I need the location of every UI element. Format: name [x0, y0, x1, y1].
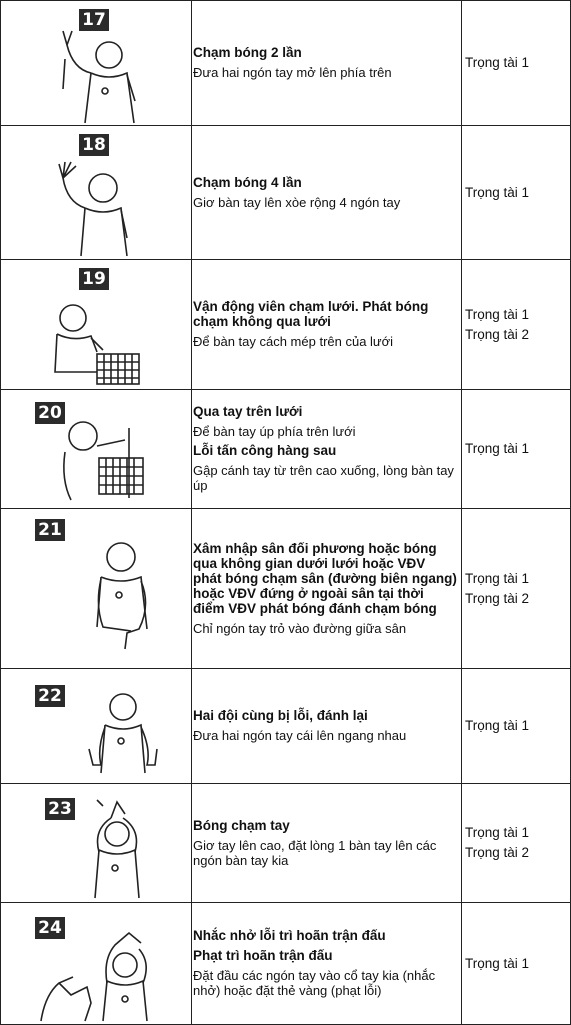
referee-figure-delay-warning: [1, 903, 191, 1025]
signal-number: 20: [35, 402, 65, 424]
signal-title: Chạm bóng 4 lần: [193, 174, 302, 190]
referee-label: Trọng tài 2: [465, 845, 530, 860]
signal-illustration-cell: [1, 669, 192, 784]
table-row: [1, 903, 571, 1025]
signal-illustration-cell: [1, 903, 192, 1025]
signal-title: Nhắc nhở lỗi trì hoãn trận đấu: [193, 928, 386, 943]
referee-figure-two-fingers: [1, 1, 191, 126]
table-row: [1, 260, 571, 390]
signal-number: 19: [79, 268, 109, 290]
table-row: [1, 509, 571, 669]
signal-description-cell: [192, 390, 462, 509]
signal-description-cell: [192, 669, 462, 784]
signal-description-cell: [192, 260, 462, 390]
signal-referee-cell: [462, 669, 571, 784]
signal-instruction: Gập cánh tay từ trên cao xuống, lòng bàn tay úp: [193, 463, 454, 493]
referee-label: Trọng tài 1: [465, 55, 530, 70]
signal-description-cell: [192, 1, 462, 126]
signal-number: 21: [35, 519, 65, 541]
signal-referee-cell: [462, 784, 571, 903]
referee-label: Trọng tài 1: [465, 441, 530, 456]
table-row: [1, 126, 571, 260]
signal-referee-cell: [462, 390, 571, 509]
referee-figure-ball-touched: [1, 784, 191, 903]
referee-label: Trọng tài 1: [465, 955, 530, 971]
referee-label: Trọng tài 1: [465, 570, 530, 586]
signal-instruction: Giơ bàn tay lên xòe rộng 4 ngón tay: [193, 194, 401, 210]
signal-instruction: Đặt đầu các ngón tay vào cổ tay kia (nhắc nhở) hoặc đặt thẻ vàng (phạt lỗi): [193, 968, 436, 998]
signal-title: Phạt trì hoãn trận đấu: [193, 948, 333, 963]
signal-illustration-cell: [1, 784, 192, 903]
referee-label: Trọng tài 2: [465, 326, 530, 342]
signal-instruction: Để bàn tay úp phía trên lưới: [193, 424, 356, 439]
signal-title: Vận động viên chạm lưới. Phát bóng chạm không qua lưới: [193, 299, 429, 329]
signal-number: 18: [79, 134, 109, 156]
signal-illustration-cell: [1, 390, 192, 509]
signal-referee-cell: [462, 1, 571, 126]
referee-label: Trọng tài 1: [465, 825, 530, 840]
signal-number: 23: [45, 798, 75, 820]
referee-figure-double-fault: [1, 669, 191, 784]
signal-referee-cell: [462, 509, 571, 669]
signal-illustration-cell: [1, 260, 192, 390]
table-row: [1, 784, 571, 903]
signal-illustration-cell: [1, 1, 192, 126]
signal-referee-cell: [462, 903, 571, 1025]
signal-illustration-cell: [1, 509, 192, 669]
signal-description-cell: [192, 126, 462, 260]
referee-label: Trọng tài 1: [465, 184, 530, 200]
referee-figure-over-net: [1, 390, 191, 509]
signal-referee-cell: [462, 260, 571, 390]
table-row: [1, 669, 571, 784]
signal-instruction: Để bàn tay cách mép trên của lưới: [193, 334, 394, 349]
referee-label: Trọng tài 1: [465, 718, 530, 733]
table-row: [1, 1, 571, 126]
signal-number: 24: [35, 917, 65, 939]
signal-title: Bóng chạm tay: [193, 817, 290, 833]
signal-number: 22: [35, 685, 65, 707]
signal-illustration-cell: [1, 126, 192, 260]
signal-title: Hai đội cùng bị lỗi, đánh lại: [193, 708, 368, 723]
signal-title: Xâm nhập sân đối phương hoặc bóng qua không gian dưới lưới hoặc VĐV phát bóng chạm sân (đường biên ngang) hoặc VĐV đứng ở ngoài sân tại thời điểm VĐV phát bóng đánh chạm bóng: [193, 540, 457, 616]
referee-figure-net-touch: [1, 260, 191, 390]
signal-title: Chạm bóng 2 lần: [193, 45, 302, 60]
signal-instruction: Đưa hai ngón tay cái lên ngang nhau: [193, 728, 407, 743]
referee-figure-four-fingers: [1, 126, 191, 260]
referee-label: Trọng tài 1: [465, 306, 530, 322]
signal-instruction: Chỉ ngón tay trỏ vào đường giữa sân: [193, 620, 407, 636]
signal-referee-cell: [462, 126, 571, 260]
table-row: [1, 390, 571, 509]
referee-label: Trọng tài 2: [465, 590, 530, 606]
signal-description-cell: [192, 509, 462, 669]
signal-instruction: Đưa hai ngón tay mở lên phía trên: [193, 65, 392, 80]
referee-figure-center-line: [1, 509, 191, 669]
signal-title: Lỗi tấn công hàng sau: [193, 443, 337, 458]
signal-description-cell: [192, 784, 462, 903]
signal-description-cell: [192, 903, 462, 1025]
signal-number: 17: [79, 9, 109, 31]
signal-title: Qua tay trên lưới: [193, 404, 303, 419]
signal-instruction: Giơ tay lên cao, đặt lòng 1 bàn tay lên các ngón bàn tay kia: [193, 837, 437, 868]
